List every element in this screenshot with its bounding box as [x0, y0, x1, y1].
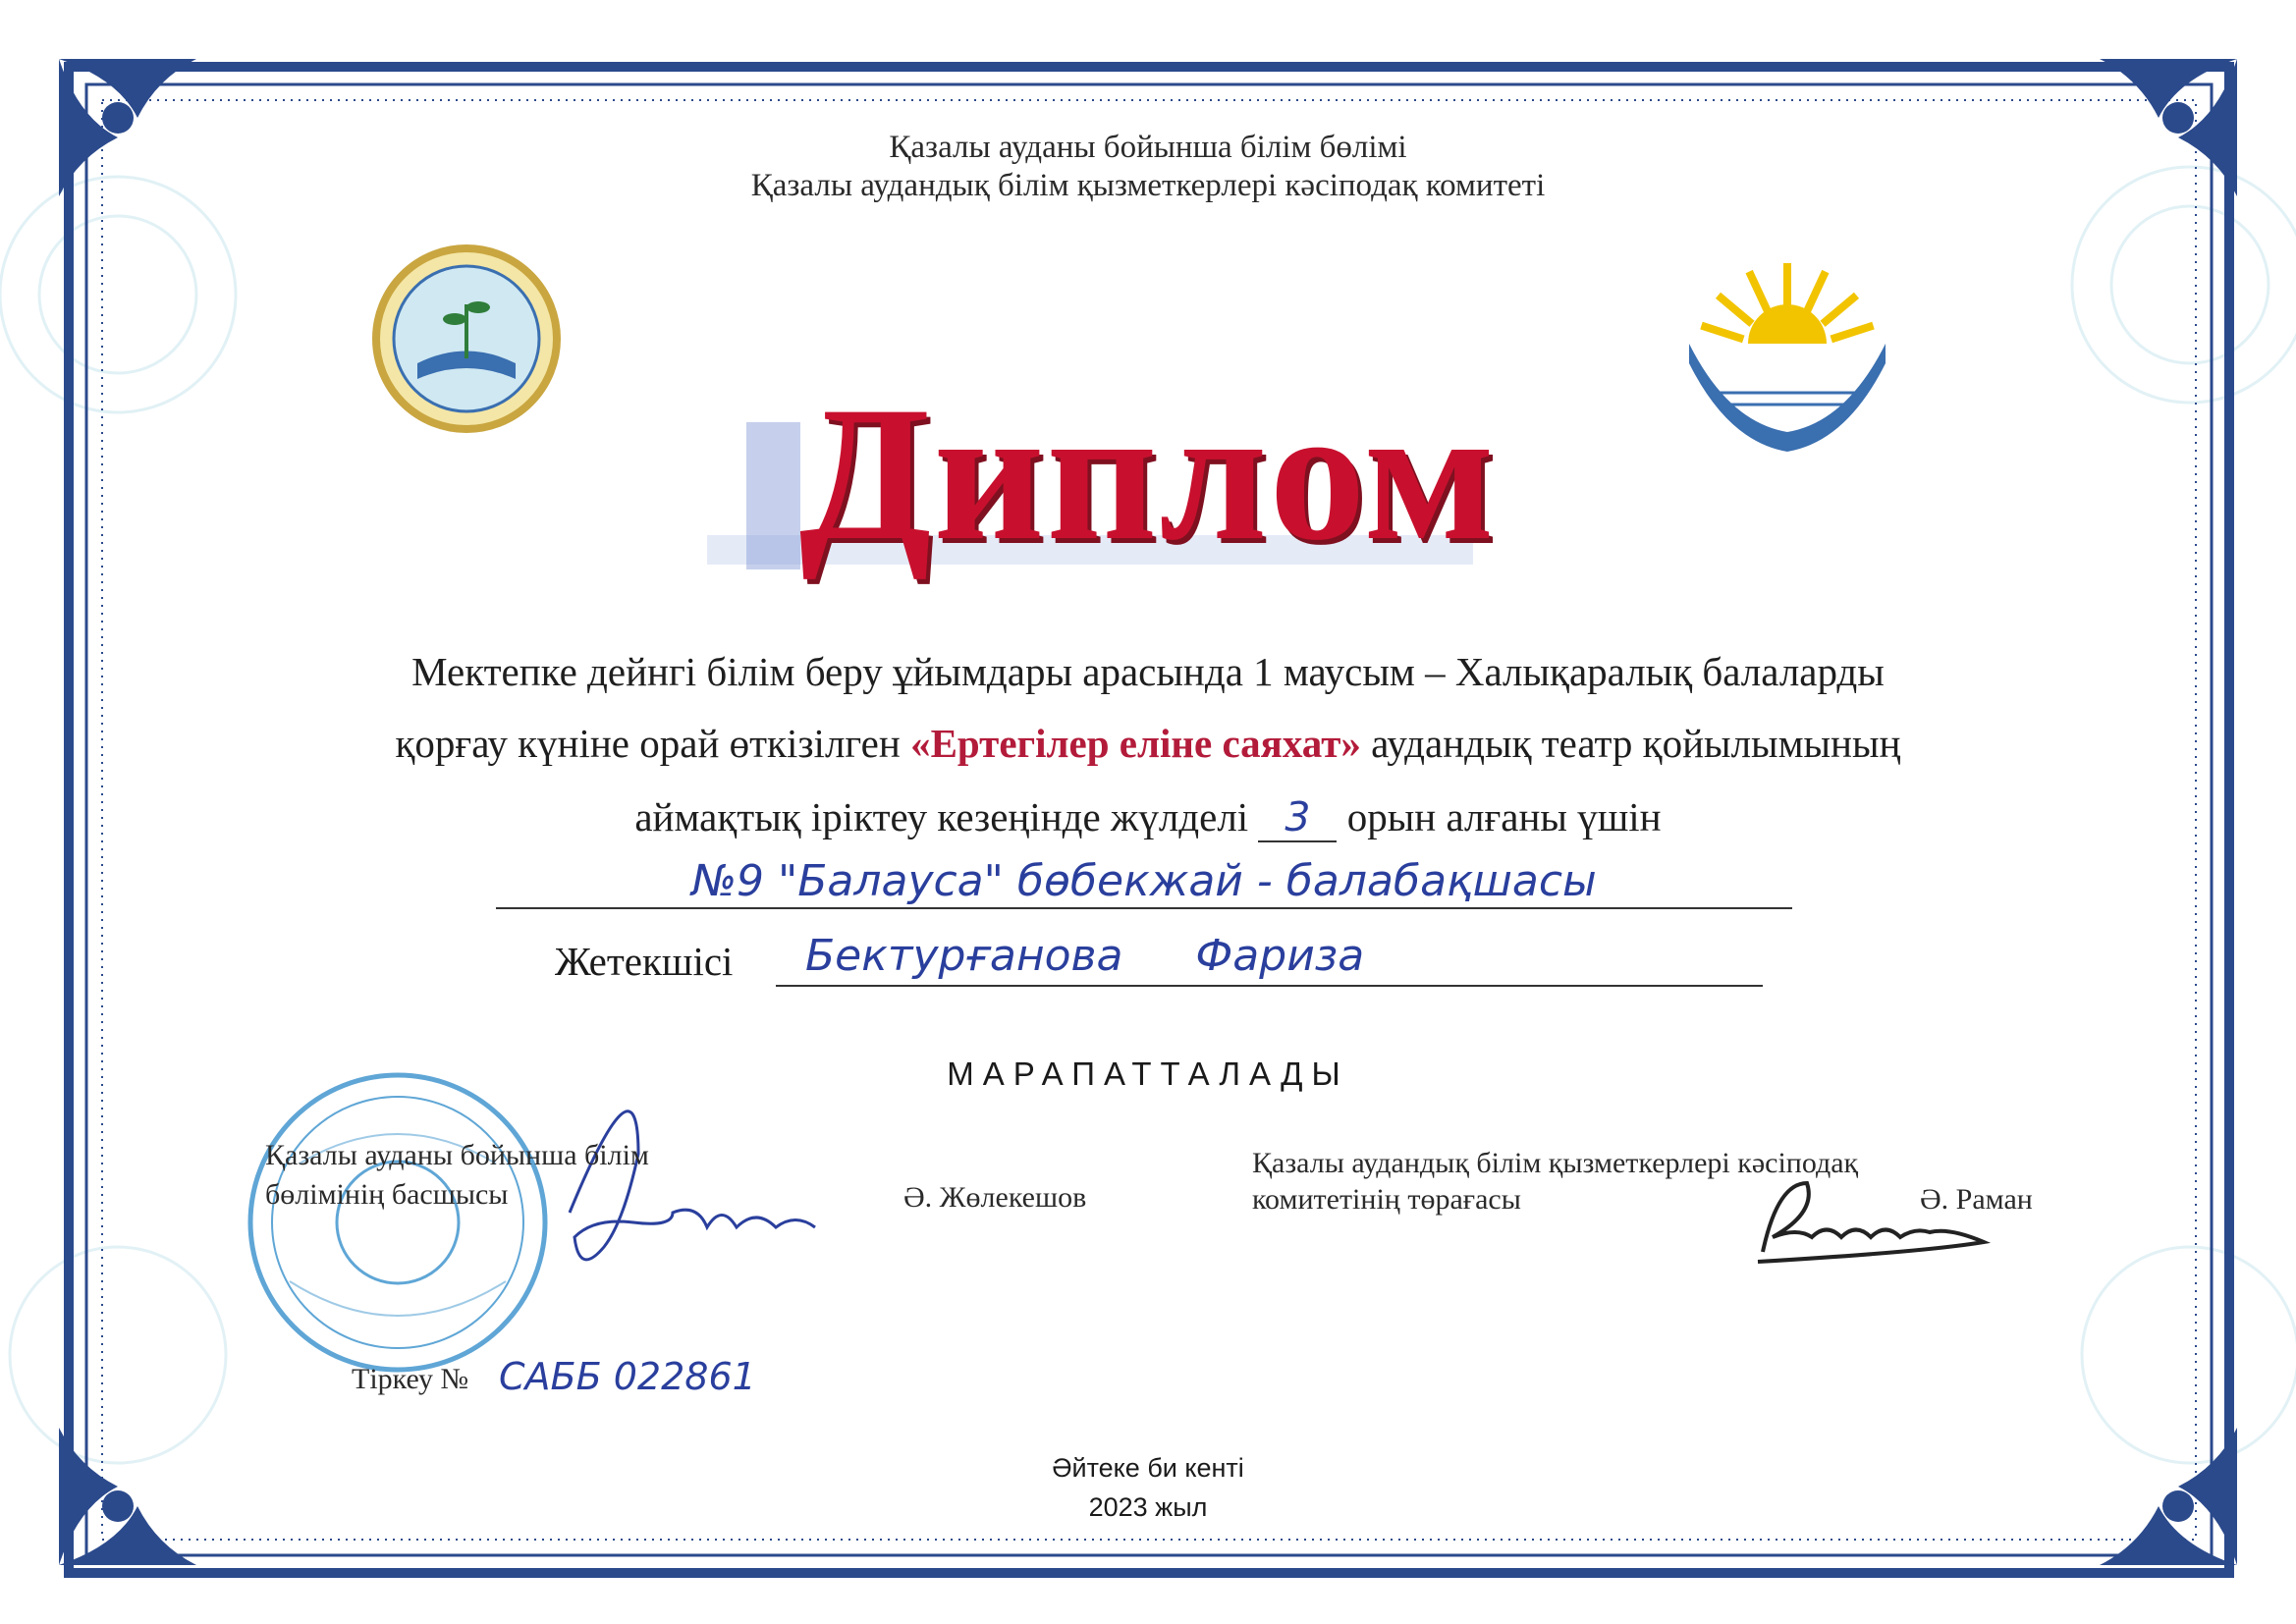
right-signer-name: Ә. Раман	[1920, 1183, 2033, 1216]
body-line-2	[0, 720, 2296, 767]
body-line-2b: аудандық театр қойылымының	[1371, 721, 1901, 766]
body-line-3a: аймақтық іріктеу кезеңінде жүлделі	[634, 794, 1249, 839]
right-signer-title-2: комитетінің төрағасы	[1252, 1183, 1521, 1216]
leader-label: Жетекшісі	[555, 939, 734, 984]
registration-number: САББ 022861	[499, 1355, 756, 1398]
event-name: «Ертегілер еліне саяхат»	[910, 721, 1361, 766]
body-line-3b: орын алғаны үшін	[1346, 794, 1662, 839]
body-line-1: Мектепке дейнгі білім беру ұйымдары арасында 1 маусым – Халықаралық балаларды	[411, 649, 1885, 694]
left-signer-name: Ә. Жөлекешов	[903, 1181, 1087, 1214]
footer-place: Әйтеке би кенті	[1052, 1453, 1244, 1483]
issuer-line-1: Қазалы ауданы бойынша білім бөлімі	[889, 130, 1407, 165]
leader-line	[776, 928, 1763, 987]
recipient-name: №9 "Балауса" бөбекжай - балабақшасы	[691, 856, 1597, 906]
recipient-line	[496, 856, 1792, 909]
awarded-text: МАРАПАТТАЛАДЫ	[947, 1056, 1349, 1092]
footer-year: 2023 жыл	[1088, 1492, 1208, 1522]
diploma-title: Диплом	[798, 367, 1498, 580]
official-stamp	[250, 1075, 545, 1370]
body-line-2a: қорғау күніне орай өткізілген	[395, 721, 901, 766]
left-signer-title-1: Қазалы ауданы бойынша білім	[265, 1139, 649, 1171]
right-signer-title-1: Қазалы аудандық білім қызметкерлері кәсіподақ	[1252, 1147, 1859, 1179]
issuer-line-2: Қазалы аудандық білім қызметкерлері кәсіподақ комитеті	[750, 168, 1546, 203]
left-signer-title-2: бөлімінің басшысы	[265, 1178, 509, 1211]
place-value: 3	[1258, 793, 1337, 842]
registration-label: Тіркеу №	[352, 1363, 469, 1395]
body-line-3	[0, 793, 2296, 842]
leader-name: Бектурғанова Фариза	[805, 931, 1365, 981]
left-signature	[570, 1111, 815, 1260]
